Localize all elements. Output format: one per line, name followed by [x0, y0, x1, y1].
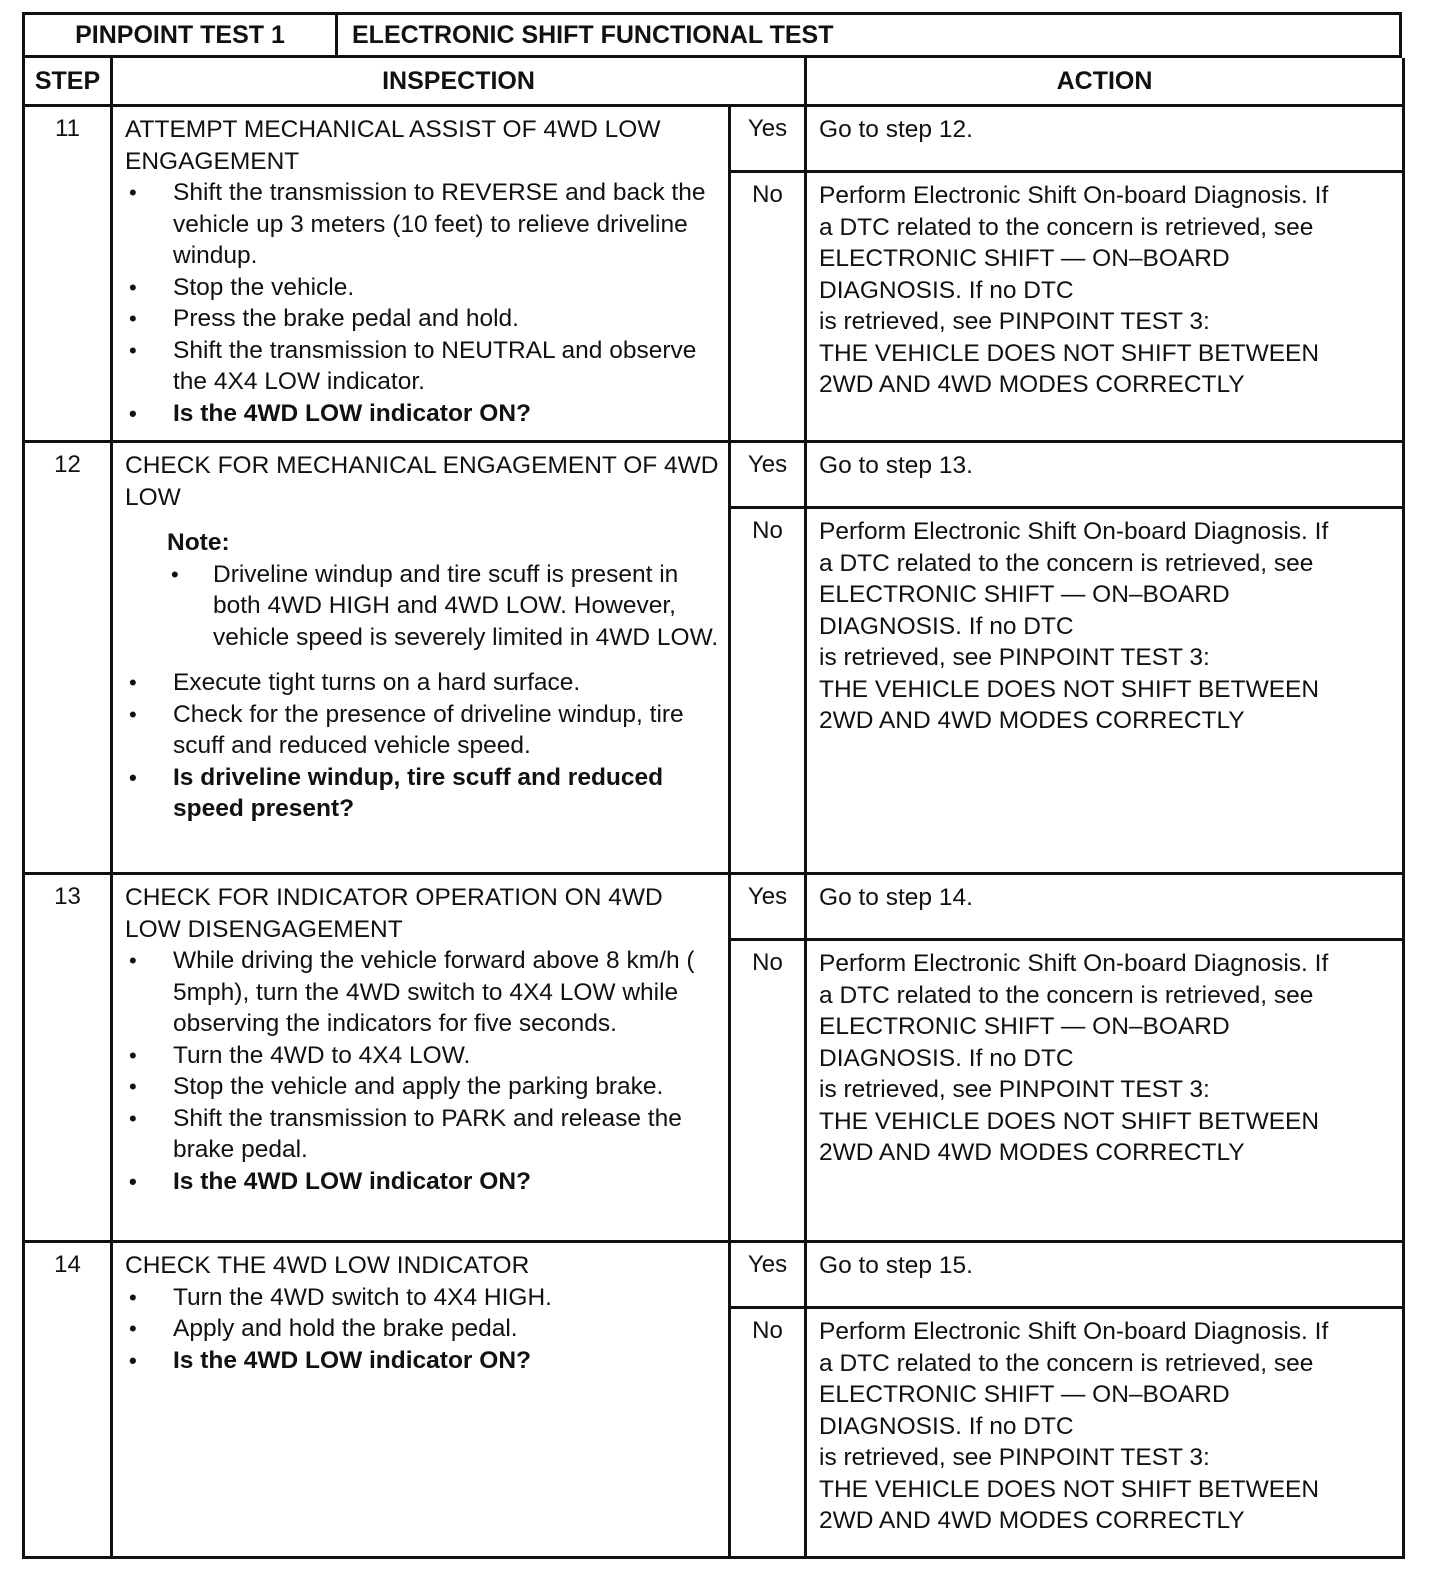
yes-action: Go to step 15. — [806, 1242, 1404, 1308]
no-action-line: is retrieved, see PINPOINT TEST 3: — [819, 308, 1210, 335]
no-action-line: Perform Electronic Shift On-board Diagnosis. If — [819, 182, 1329, 209]
answer-yes: Yes — [730, 1242, 806, 1308]
no-action-line: is retrieved, see PINPOINT TEST 3: — [819, 1444, 1210, 1471]
no-action-line: DIAGNOSIS. If no DTC — [819, 276, 1074, 304]
no-action-line: THE VEHICLE DOES NOT SHIFT BETWEEN — [819, 675, 1320, 703]
steps-table — [22, 58, 1405, 1559]
column-header-row — [24, 58, 1404, 106]
inspection-list — [125, 945, 720, 1197]
inspection-cell — [112, 442, 730, 874]
no-action-line: 2WD AND 4WD MODES CORRECTLY — [819, 707, 1245, 734]
answer-no: No — [730, 172, 806, 442]
note-list — [167, 559, 720, 654]
inspection-note — [125, 527, 720, 653]
inspection-cell — [112, 106, 730, 442]
no-action-line: a DTC related to the concern is retrieved, see — [819, 1349, 1314, 1377]
inspection-heading: CHECK THE 4WD LOW INDICATOR — [125, 1252, 530, 1279]
inspection-bullet: • Turn the 4WD to 4X4 LOW. — [125, 1040, 720, 1072]
no-action-line: is retrieved, see PINPOINT TEST 3: — [819, 1076, 1210, 1103]
inspection-bullet: • While driving the vehicle forward above 8 km/h ( 5mph), turn the 4WD switch to 4X4 LOW while observing the indicators for five seconds. — [125, 945, 720, 1040]
no-action-line: ELECTRONIC SHIFT — ON–BOARD — [819, 581, 1230, 608]
no-action-line: a DTC related to the concern is retrieved, see — [819, 549, 1314, 577]
no-action-line: 2WD AND 4WD MODES CORRECTLY — [819, 371, 1245, 398]
no-action — [806, 508, 1404, 874]
inspection-heading: CHECK FOR INDICATOR OPERATION ON 4WD LOW DISENGAGEMENT — [125, 884, 663, 943]
no-action-line: THE VEHICLE DOES NOT SHIFT BETWEEN — [819, 1107, 1320, 1135]
inspection-bullet: • Turn the 4WD switch to 4X4 HIGH. — [125, 1282, 720, 1314]
inspection-bullet: • Shift the transmission to NEUTRAL and observe the 4X4 LOW indicator. — [125, 335, 720, 398]
no-action-line: THE VEHICLE DOES NOT SHIFT BETWEEN — [819, 339, 1320, 367]
step-number: 11 — [24, 106, 112, 442]
step-number: 12 — [24, 442, 112, 874]
inspection-bullet: • Stop the vehicle. — [125, 272, 720, 304]
inspection-heading: ATTEMPT MECHANICAL ASSIST OF 4WD LOW ENGAGEMENT — [125, 116, 661, 175]
inspection-list — [125, 667, 720, 825]
inspection-question: • Is the 4WD LOW indicator ON? — [125, 1345, 720, 1377]
no-action-line: Perform Electronic Shift On-board Diagnosis. If — [819, 950, 1329, 977]
inspection-bullet: • Press the brake pedal and hold. — [125, 303, 720, 335]
answer-yes: Yes — [730, 106, 806, 172]
step-number: 14 — [24, 1242, 112, 1558]
inspection-question: • Is the 4WD LOW indicator ON? — [125, 398, 720, 430]
inspection-bullet: • Apply and hold the brake pedal. — [125, 1313, 720, 1345]
no-action-line: ELECTRONIC SHIFT — ON–BOARD — [819, 1381, 1230, 1408]
answer-yes: Yes — [730, 442, 806, 508]
step-row — [24, 442, 1404, 508]
no-action-line: Perform Electronic Shift On-board Diagnosis. If — [819, 518, 1329, 545]
step-row — [24, 1242, 1404, 1308]
no-action-line: DIAGNOSIS. If no DTC — [819, 1044, 1074, 1072]
column-header-inspection: INSPECTION — [112, 58, 806, 106]
answer-no: No — [730, 1308, 806, 1558]
inspection-bullet: • Shift the transmission to REVERSE and back the vehicle up 3 meters (10 feet) to relieve driveline windup. — [125, 177, 720, 272]
yes-action: Go to step 14. — [806, 874, 1404, 940]
inspection-heading: CHECK FOR MECHANICAL ENGAGEMENT OF 4WD LOW — [125, 452, 719, 511]
inspection-question: • Is driveline windup, tire scuff and reduced speed present? — [125, 762, 720, 825]
no-action — [806, 1308, 1404, 1558]
column-header-step: STEP — [24, 58, 112, 106]
no-action-line: Perform Electronic Shift On-board Diagnosis. If — [819, 1318, 1329, 1345]
step-row — [24, 874, 1404, 940]
test-title: ELECTRONIC SHIFT FUNCTIONAL TEST — [352, 20, 834, 49]
step-row — [24, 106, 1404, 172]
inspection-cell — [112, 874, 730, 1242]
inspection-bullet: • Shift the transmission to PARK and release the brake pedal. — [125, 1103, 720, 1166]
inspection-list — [125, 177, 720, 429]
no-action-line: is retrieved, see PINPOINT TEST 3: — [819, 644, 1210, 671]
no-action-line: ELECTRONIC SHIFT — ON–BOARD — [819, 1013, 1230, 1040]
answer-no: No — [730, 940, 806, 1242]
inspection-list — [125, 1282, 720, 1377]
answer-yes: Yes — [730, 874, 806, 940]
note-bullet: • Driveline windup and tire scuff is present in both 4WD HIGH and 4WD LOW. However, vehicle speed is severely limited in 4WD LOW. — [167, 559, 720, 654]
test-id: PINPOINT TEST 1 — [25, 15, 338, 55]
no-action-line: 2WD AND 4WD MODES CORRECTLY — [819, 1507, 1245, 1534]
inspection-bullet: • Check for the presence of driveline windup, tire scuff and reduced vehicle speed. — [125, 699, 720, 762]
no-action-line: a DTC related to the concern is retrieved, see — [819, 213, 1314, 241]
yes-action: Go to step 13. — [806, 442, 1404, 508]
test-title-bar — [22, 12, 1402, 58]
note-title: Note: — [167, 529, 230, 556]
inspection-bullet: • Stop the vehicle and apply the parking brake. — [125, 1071, 720, 1103]
no-action — [806, 172, 1404, 442]
no-action-line: a DTC related to the concern is retrieved, see — [819, 981, 1314, 1009]
step-number: 13 — [24, 874, 112, 1242]
pinpoint-test-sheet — [22, 12, 1402, 1559]
inspection-cell — [112, 1242, 730, 1558]
inspection-question: • Is the 4WD LOW indicator ON? — [125, 1166, 720, 1198]
no-action-line: ELECTRONIC SHIFT — ON–BOARD — [819, 245, 1230, 272]
no-action-line: DIAGNOSIS. If no DTC — [819, 612, 1074, 640]
no-action-line: THE VEHICLE DOES NOT SHIFT BETWEEN — [819, 1475, 1320, 1503]
no-action — [806, 940, 1404, 1242]
no-action-line: DIAGNOSIS. If no DTC — [819, 1412, 1074, 1440]
yes-action: Go to step 12. — [806, 106, 1404, 172]
answer-no: No — [730, 508, 806, 874]
no-action-line: 2WD AND 4WD MODES CORRECTLY — [819, 1139, 1245, 1166]
column-header-action: ACTION — [806, 58, 1404, 106]
inspection-bullet: • Execute tight turns on a hard surface. — [125, 667, 720, 699]
